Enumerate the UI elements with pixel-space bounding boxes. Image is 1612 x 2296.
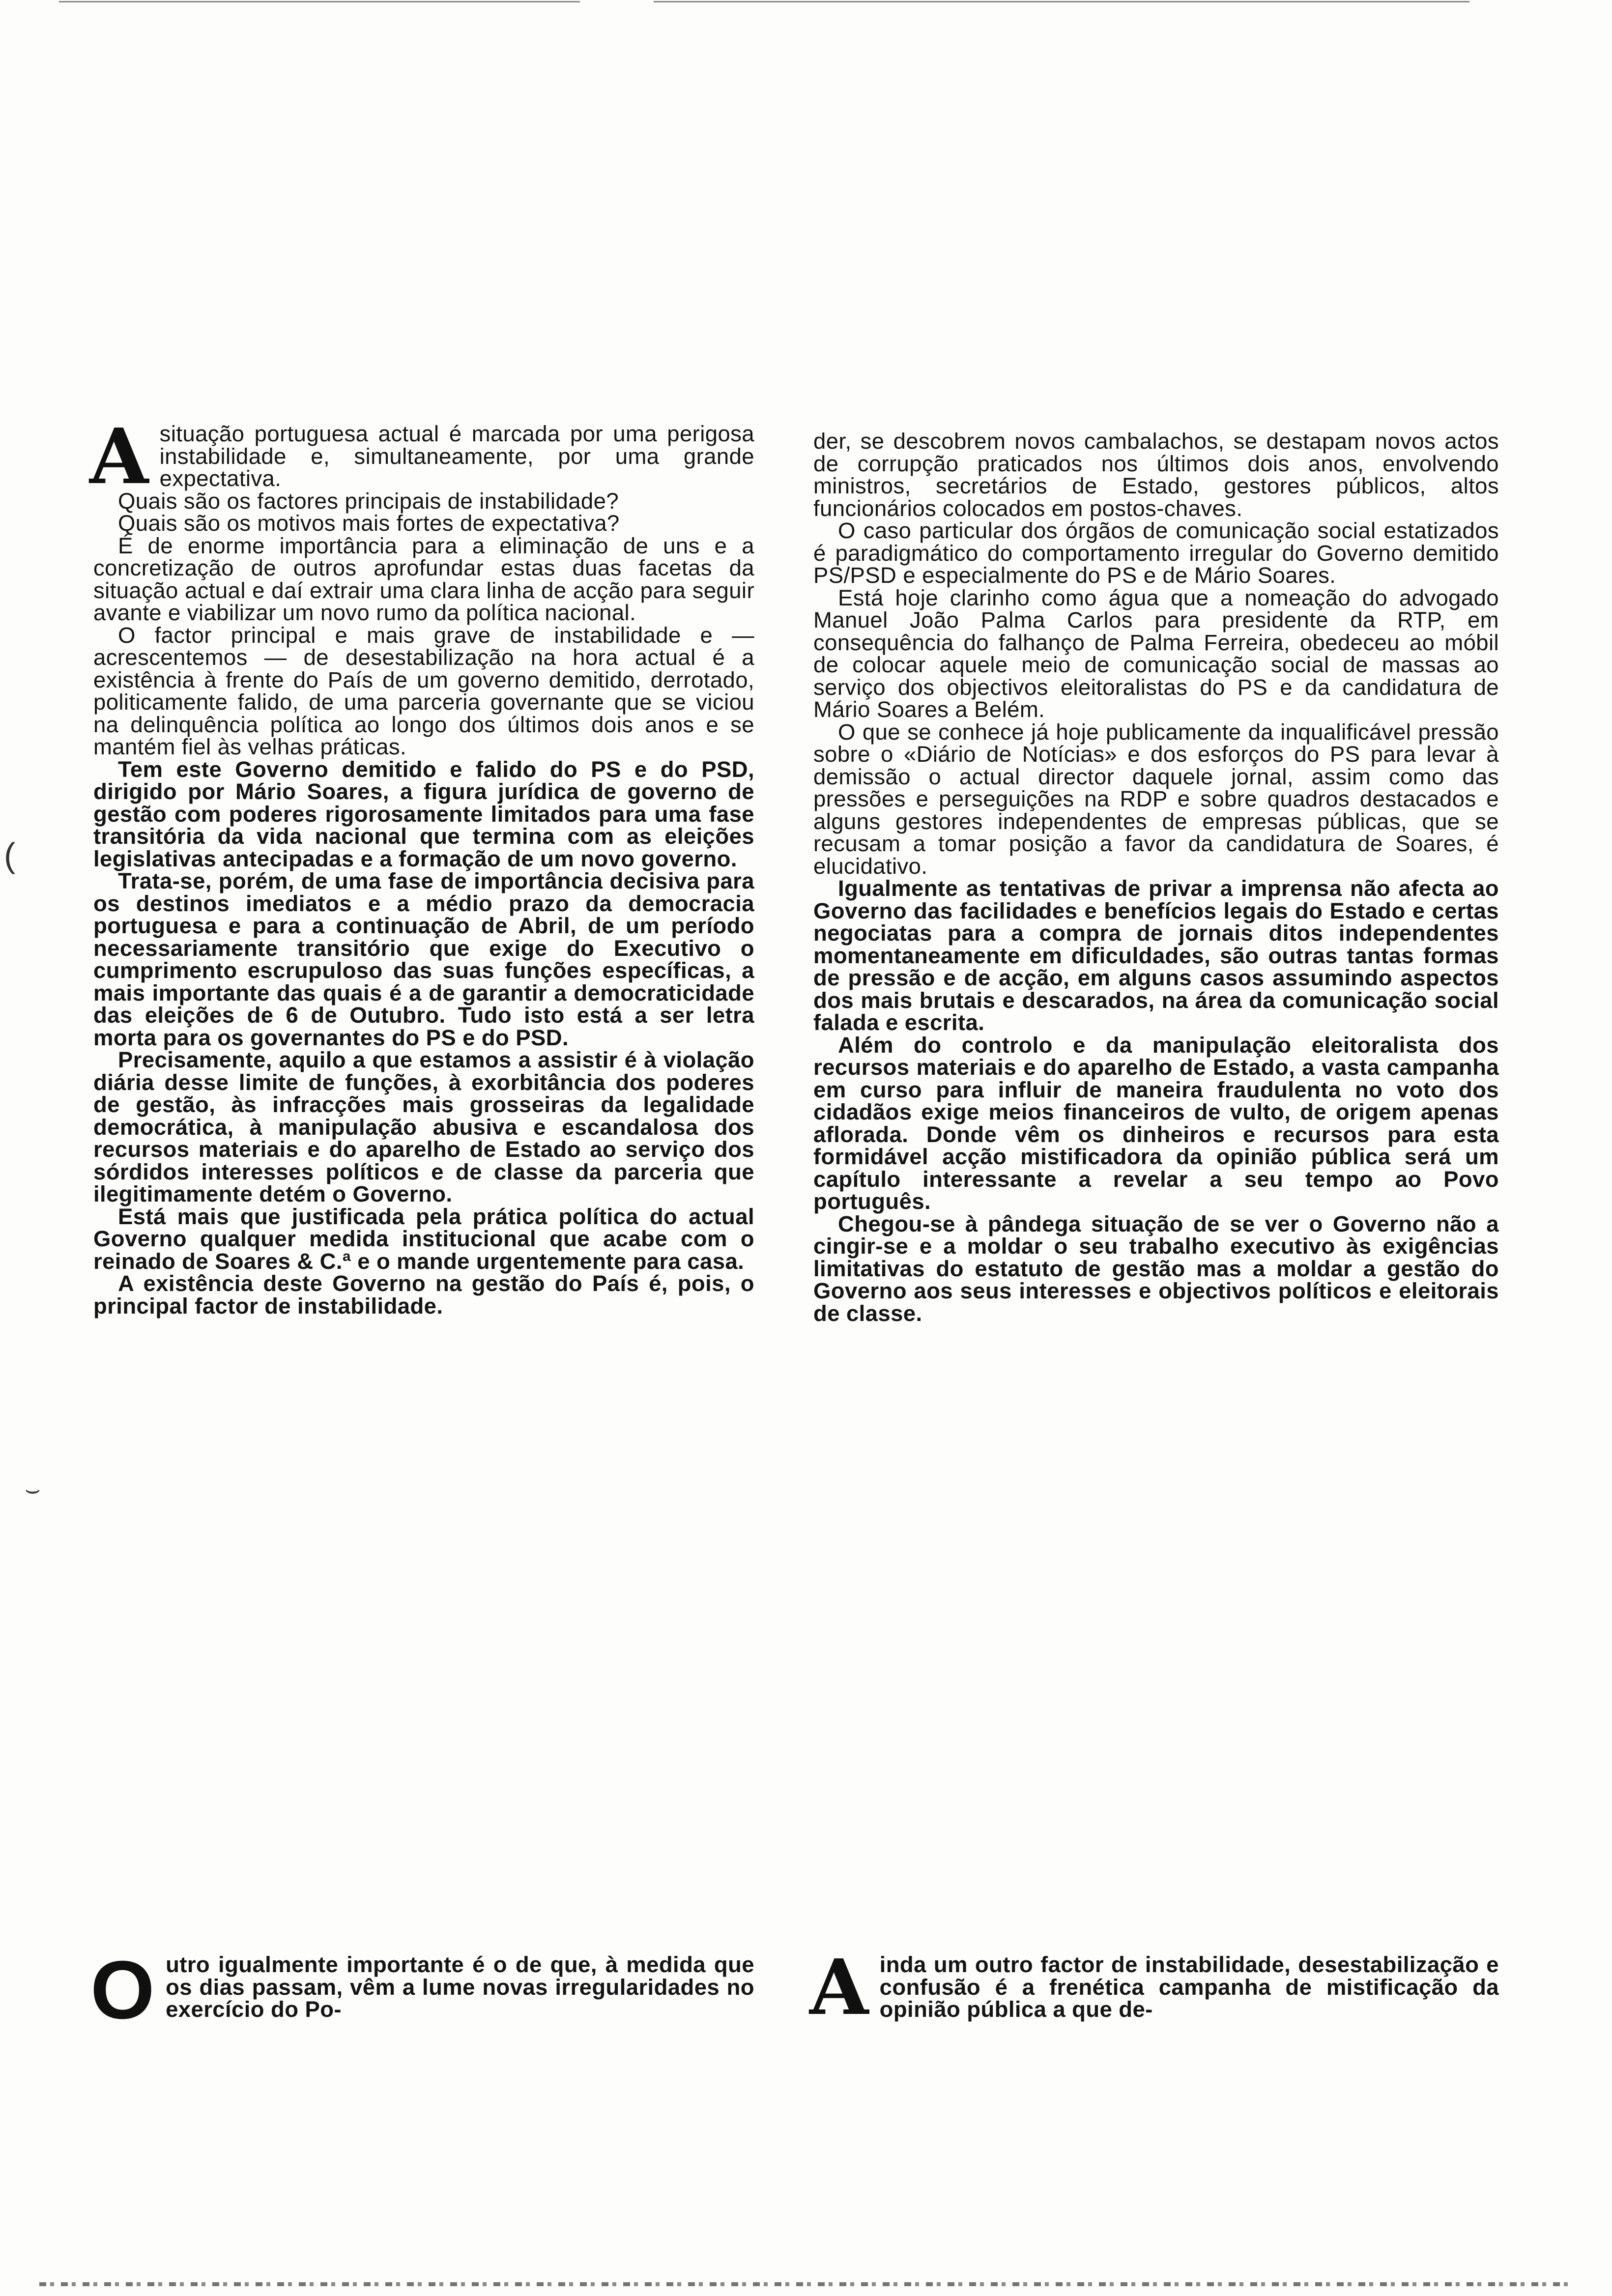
drop-cap: A <box>89 411 149 501</box>
body-paragraph: O que se conhece já hoje publicamente da inqualificável pressão sobre o «Diário de Notícias» e dos esforços do PS para levar à demissão o actual director daquele jornal, assim como das pressões e perseguições na RDP e sobre quadros destacados e alguns gestores independentes de empresas públicas, que se recusam a tomar posição a favor da candidatura de Soares, é elucidativo. <box>813 719 1499 879</box>
scan-edge-top <box>59 1 580 2</box>
drop-cap: O <box>90 1944 155 2036</box>
body-paragraph: der, se descobrem novos cambalachos, se destapam novos actos de corrupção praticados nos últimos dois anos, envolvendo ministros, secretários de Estado, gestores públicos, altos funcionários colocados em postos-chaves. <box>813 429 1499 521</box>
body-paragraph: Quais são os motivos mais fortes de expectativa? <box>118 511 620 536</box>
drop-cap: A <box>809 1942 869 2032</box>
body-paragraph-bold: Além do controlo e da manipulação eleitoralista dos recursos materiais e do aparelho de Estado, a vasta campanha em curso para influir de maneira fraudulenta no voto dos cidadãos exige meios financeiros de vulto, de origem apenas aflorada. Donde vêm os dinheiros e recursos para esta formidável acção mistificadora da opinião pública será um capítulo interessante a revelar a seu tempo ao Povo português. <box>813 1032 1499 1214</box>
body-paragraph: É de enorme importância para a eliminação de uns e a concretização de outros aprofundar estas duas facetas da situação actual e daí extrair uma clara linha de acção para seguir avante e viabilizar um novo rumo da política nacional. <box>93 533 754 625</box>
body-paragraph: O factor principal e mais grave de instabilidade e — acrescentemos — de desestabilização na hora actual é a existência à frente do País de um governo demitido, derrotado, politicamente falido, de uma parceria governante que se viciou na delinquência política ao longo dos últimos dois anos e se mantém fiel às velhas práticas. <box>93 622 754 759</box>
section-opening-paragraph: Outro igualmente importante é o de que, à medida que os dias passam, vêm a lume novas irregularidades no exercício do Po- <box>90 1944 754 2036</box>
intro-paragraph: Asituação portuguesa actual é marcada por uma perigosa instabilidade e, simultaneamente, por uma grande expectativa. <box>89 411 754 501</box>
section-opening-paragraph: Ainda um outro factor de instabilidade, desestabilização e confusão é a frenética campanha de mistificação da opinião pública a que de- <box>809 1942 1499 2032</box>
body-paragraph-bold: A existência deste Governo na gestão do País é, pois, o principal factor de instabilidade. <box>93 1271 754 1319</box>
body-paragraph-bold: Tem este Governo demitido e falido do PS e do PSD, dirigido por Mário Soares, a figura jurídica de governo de gestão com poderes rigorosamente limitados para uma fase transitória da vida nacional que termina com as eleições legislativas antecipadas e a formação de um novo governo. <box>93 756 754 871</box>
article-column-left <box>89 411 754 1319</box>
article-column-right-bottom <box>809 1942 1499 2032</box>
body-paragraph-bold: Está mais que justificada pela prática política do actual Governo qualquer medida institucional que acabe com o reinado de Soares & C.ª e o mande urgentemente para casa. <box>93 1204 754 1274</box>
body-paragraph-bold: Trata-se, porém, de uma fase de importância decisiva para os destinos imediatos e a médio prazo da democracia portuguesa e para a continuação de Abril, de um período necessariamente transitório que exige do Executivo o cumprimento escrupuloso das suas funções específicas, a mais importante das quais é a de garantir a democraticidade das eleições de 6 de Outubro. Tudo isto está a ser letra morta para os governantes do PS e do PSD. <box>93 868 754 1050</box>
margin-dash-mark: ⌣ <box>25 1475 41 1503</box>
body-paragraph: O caso particular dos órgãos de comunicação social estatizados é paradigmático do comportamento irregular do Governo demitido PS/PSD e especialmente do PS e de Mário Soares. <box>813 518 1499 588</box>
scan-edge-top <box>654 1 1469 2</box>
body-paragraph: Quais são os factores principais de instabilidade? <box>118 488 619 514</box>
body-paragraph-bold: Precisamente, aquilo a que estamos a assistir é à violação diária desse limite de funções, à exorbitância dos poderes de gestão, às infracções mais grosseiras da legalidade democrática, à manipulação abusiva e escandalosa dos recursos materiais e do aparelho de Estado ao serviço dos sórdidos interesses políticos e de classe da parceria que ilegitimamente detém o Governo. <box>93 1047 754 1206</box>
article-column-right <box>813 430 1499 1324</box>
article-column-left-bottom <box>90 1944 754 2036</box>
margin-bracket-mark: ( <box>4 836 16 874</box>
scan-edge-bottom <box>39 2282 1573 2286</box>
body-paragraph-bold: Igualmente as tentativas de privar a imprensa não afecta ao Governo das facilidades e benefícios legais do Estado e certas negociatas para a compra de jornais ditos independentes momentaneamente em dificuldades, são outras tantas formas de pressão e de acção, em alguns casos assumindo aspectos dos mais brutais e descarados, na área da comunicação social falada e escrita. <box>813 876 1499 1035</box>
body-paragraph: Está hoje clarinho como água que a nomeação do advogado Manuel João Palma Carlos para presidente da RTP, em consequência do falhanço de Palma Ferreira, obedeceu ao móbil de colocar aquele meio de comunicação social de massas ao serviço dos objectivos eleitoralistas do PS e da candidatura de Mário Soares a Belém. <box>813 585 1499 722</box>
body-paragraph-bold: Chegou-se à pândega situação de se ver o Governo não a cingir-se e a moldar o seu trabalho executivo às exigências limitativas do estatuto de gestão mas a moldar a gestão do Governo aos seus interesses e objectivos políticos e eleitorais de classe. <box>813 1211 1499 1326</box>
